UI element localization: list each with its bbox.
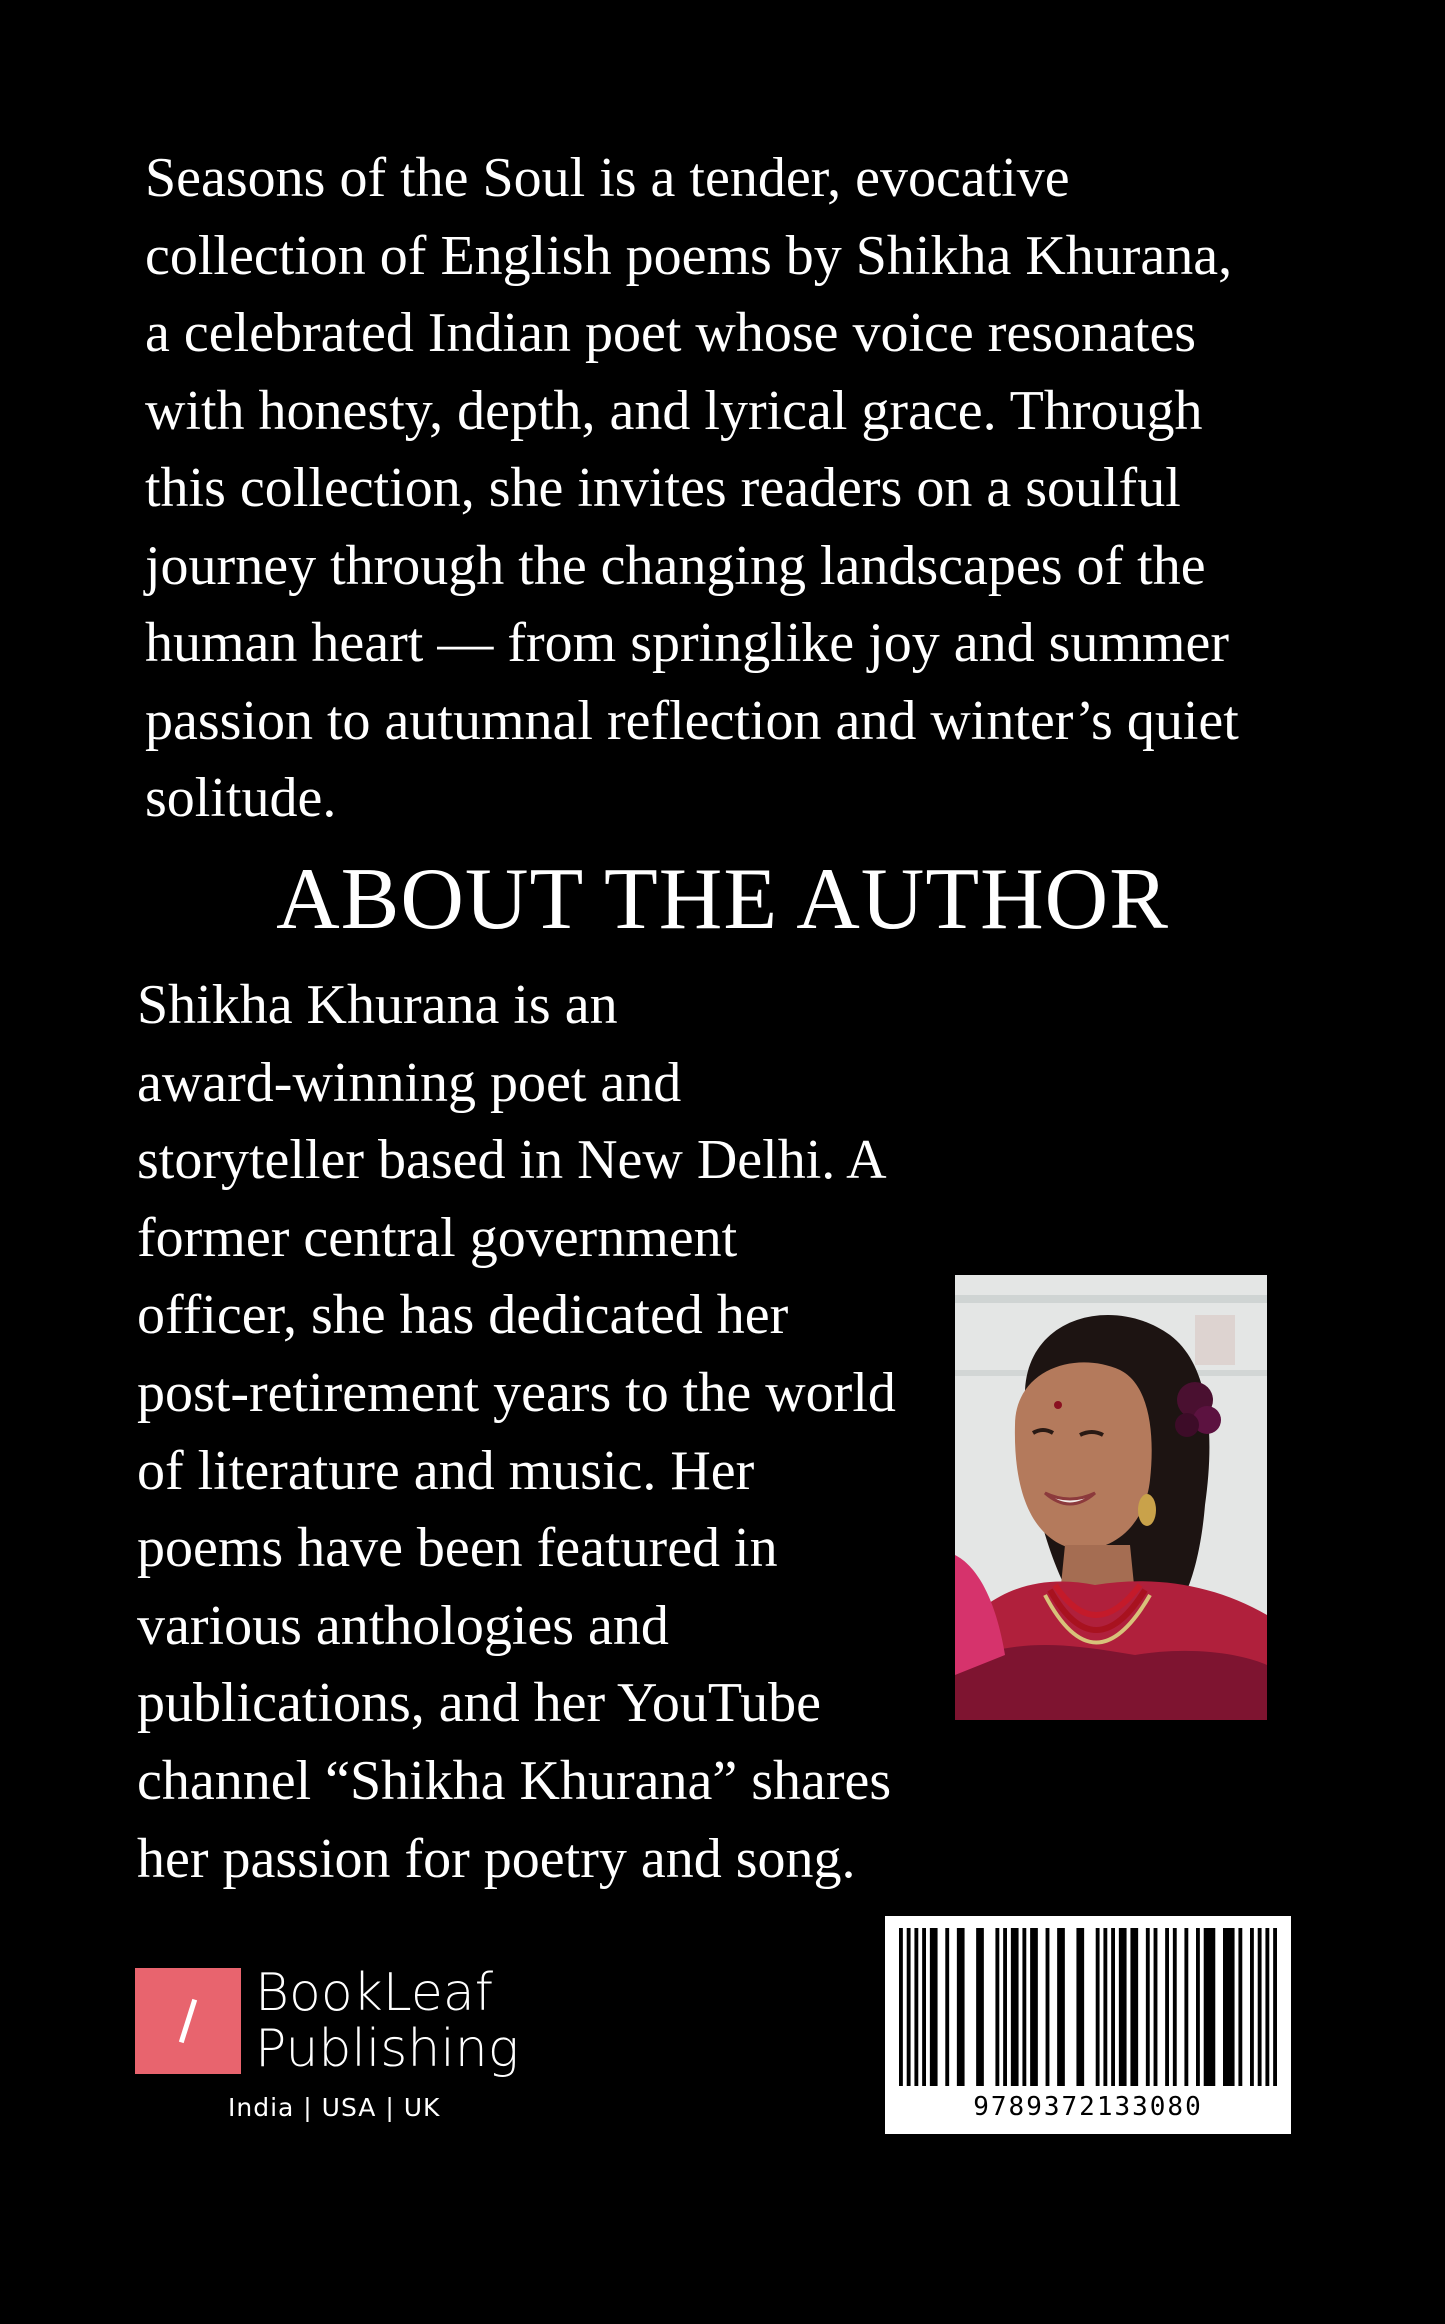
description-line: human heart — from springlike joy and summer [145, 612, 1229, 674]
barcode-bar [1003, 1928, 1007, 2086]
publisher-name-line2: Publishing [255, 2019, 519, 2079]
bio-line: poems have been featured in [137, 1517, 778, 1580]
about-author-heading: ABOUT THE AUTHOR [276, 851, 1169, 948]
bio-line: publications, and her YouTube [137, 1672, 821, 1735]
description-line: journey through the changing landscapes of the [145, 534, 1206, 597]
barcode-bar [1022, 1928, 1026, 2086]
bio-line: storyteller based in New Delhi. A [137, 1129, 887, 1192]
barcode-bar [995, 1928, 999, 2086]
barcode-bar [1184, 1928, 1188, 2086]
bio-line: various anthologies and [137, 1594, 669, 1657]
barcode-bar [1119, 1928, 1127, 2086]
barcode-bar [922, 1928, 926, 2086]
description-line: this collection, she invites readers on a soulful [145, 457, 1181, 519]
bio-line: former central government [137, 1206, 738, 1269]
barcode-bar [976, 1928, 984, 2086]
barcode-bar [1096, 1928, 1100, 2086]
description-line: collection of English poems by Shikha Khurana, [145, 224, 1233, 287]
barcode-bar [1046, 1928, 1050, 2086]
bookleaf-slash-icon [135, 1968, 241, 2074]
publisher-logo [135, 1965, 519, 2077]
barcode-bar [1154, 1928, 1158, 2086]
barcode-bar [1173, 1928, 1177, 2086]
author-photo [955, 1275, 1267, 1720]
bio-line: channel “Shikha Khurana” shares [137, 1749, 892, 1812]
barcode-bar [1076, 1928, 1084, 2086]
bio-line: award-winning poet and [137, 1051, 682, 1114]
barcode-bar [1011, 1928, 1019, 2086]
barcode-bar [899, 1928, 903, 2086]
barcode-bar [1196, 1928, 1200, 2086]
barcode-bar [957, 1928, 965, 2086]
description-line: Seasons of the Soul is a tender, evocative [145, 147, 1070, 209]
barcode-bar [1030, 1928, 1038, 2086]
publisher-regions: India | USA | UK [228, 2093, 441, 2122]
barcode-bar [1223, 1928, 1235, 2086]
description-line: a celebrated Indian poet whose voice resonates [145, 302, 1197, 364]
barcode-bar [930, 1928, 938, 2086]
barcode-bar [1057, 1928, 1065, 2086]
book-description [145, 140, 1315, 838]
isbn-number: 9789372133080 [973, 2092, 1203, 2122]
bio-line: officer, she has dedicated her [137, 1284, 789, 1347]
barcode-bar [914, 1928, 918, 2086]
isbn-barcode [885, 1916, 1291, 2134]
barcode-bar [1204, 1928, 1216, 2086]
barcode-bar [907, 1928, 911, 2086]
bio-line: Shikha Khurana is an [137, 974, 618, 1036]
description-line: solitude. [145, 767, 337, 829]
description-line: with honesty, depth, and lyrical grace. Through [145, 379, 1203, 442]
bio-line: her passion for poetry and song. [137, 1827, 856, 1890]
barcode-bar [1258, 1928, 1262, 2086]
publisher-name-line1: BookLeaf [255, 1963, 494, 2023]
barcode-bar [1111, 1928, 1115, 2086]
barcode-bar [1273, 1928, 1277, 2086]
description-line: passion to autumnal reflection and winter’s quiet [145, 689, 1239, 752]
barcode-bar [1238, 1928, 1242, 2086]
author-bio [137, 967, 957, 1898]
barcode-bar [1103, 1928, 1107, 2086]
bio-line: of literature and music. Her [137, 1439, 755, 1502]
barcode-bar [1250, 1928, 1254, 2086]
barcode-bar [1165, 1928, 1169, 2086]
barcode-bar [1146, 1928, 1150, 2086]
barcode-bar [1130, 1928, 1138, 2086]
bio-line: post-retirement years to the world [137, 1361, 896, 1424]
publisher-name [255, 1965, 519, 2077]
barcode-bar [945, 1928, 949, 2086]
barcode-bar [1265, 1928, 1269, 2086]
